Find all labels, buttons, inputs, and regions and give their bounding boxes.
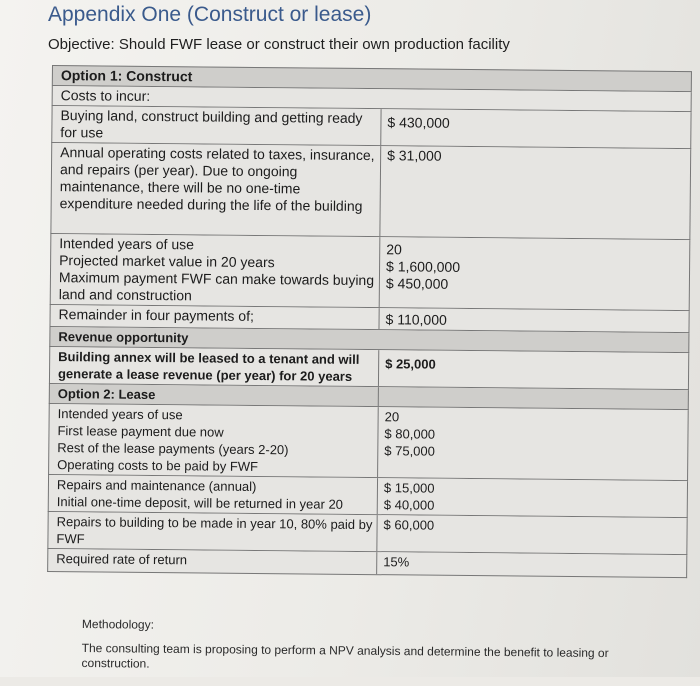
option2-values-cell-1 [378,407,688,480]
table-row-option2-group1 [48,404,689,481]
buying-land-value: $ 430,000 [387,114,450,131]
remainder-value: $ 110,000 [385,311,447,328]
projected-market-label: Projected market value in 20 years [59,252,275,271]
data-table [47,65,692,578]
methodology-text: The consulting team is proposing to perform a NPV analysis and determine the benefit to leasing or construction. [81,640,609,671]
remainder-label: Remainder in four payments of; [50,305,379,329]
option2-intended-years-label: Intended years of use [57,406,183,423]
methodology-section [81,617,642,686]
annex-label: Building annex will be leased to a tenant and will generate a lease revenue (per year) for 20 years [50,347,379,386]
deposit-value: $ 40,000 [383,497,435,513]
annex-value: $ 25,000 [385,356,436,372]
repairs-value: $ 15,000 [383,480,435,496]
table-row-annual-operating [50,143,691,240]
option1-values-cell [380,237,690,310]
page-title: Appendix One (Construct or lease) [48,3,372,26]
option1-heading: Option 1: Construct [60,67,193,85]
rest-payments-value: $ 75,000 [384,443,435,459]
first-payment-value: $ 80,000 [384,426,436,442]
methodology-heading: Methodology: [81,617,155,632]
projected-market-value: $ 1,600,000 [386,258,461,275]
option2-labels-cell-2 [49,475,378,514]
maximum-payment-label: Maximum payment FWF can make towards buying land and construction [58,269,375,304]
table-row-required-rate [47,549,687,578]
option2-heading: Option 2: Lease [50,384,379,406]
table-row-option2-group2 [48,475,688,518]
table-row-repairs-building [47,512,687,555]
rest-payments-label: Rest of the lease payments (years 2-20) [57,440,289,458]
intended-years-label: Intended years of use [59,235,195,253]
repairs-building-label: Repairs to building to be made in year 10, 80% paid by FWF [48,512,377,551]
repairs-building-value: $ 60,000 [383,517,435,533]
annual-operating-label: Annual operating costs related to taxes, insurance, and repairs (per year). Due to ongoing maintenance, there will be no one-time expenditure needed during the life of the building [51,143,381,236]
buying-land-label: Buying land, construct building and getting ready for use [52,106,381,145]
costs-to-incur-label: Costs to incur: [60,87,151,104]
intended-years-value: 20 [386,241,402,258]
table-row-annex [49,347,689,390]
revenue-heading: Revenue opportunity [58,329,189,346]
option2-labels-cell-1 [49,404,379,477]
option2-values-cell-2 [378,478,687,517]
table-row-intended-market-max [50,234,691,311]
annual-operating-value: $ 31,000 [387,147,442,164]
maximum-payment-value: $ 450,000 [385,275,449,292]
option2-intended-years-value: 20 [384,409,400,425]
operating-costs-label: Operating costs to be paid by FWF [57,457,259,474]
repairs-label: Repairs and maintenance (annual) [56,477,257,494]
objective-text: Objective: Should FWF lease or construct their own production facility [48,36,510,53]
required-rate-label: Required rate of return [48,549,377,574]
table-row-buying-land [51,106,691,149]
required-rate-value: 15% [383,554,410,570]
option1-labels-cell [51,234,381,307]
first-payment-label: First lease payment due now [57,423,224,440]
deposit-label: Initial one-time deposit, will be returned in year 20 [56,494,344,512]
